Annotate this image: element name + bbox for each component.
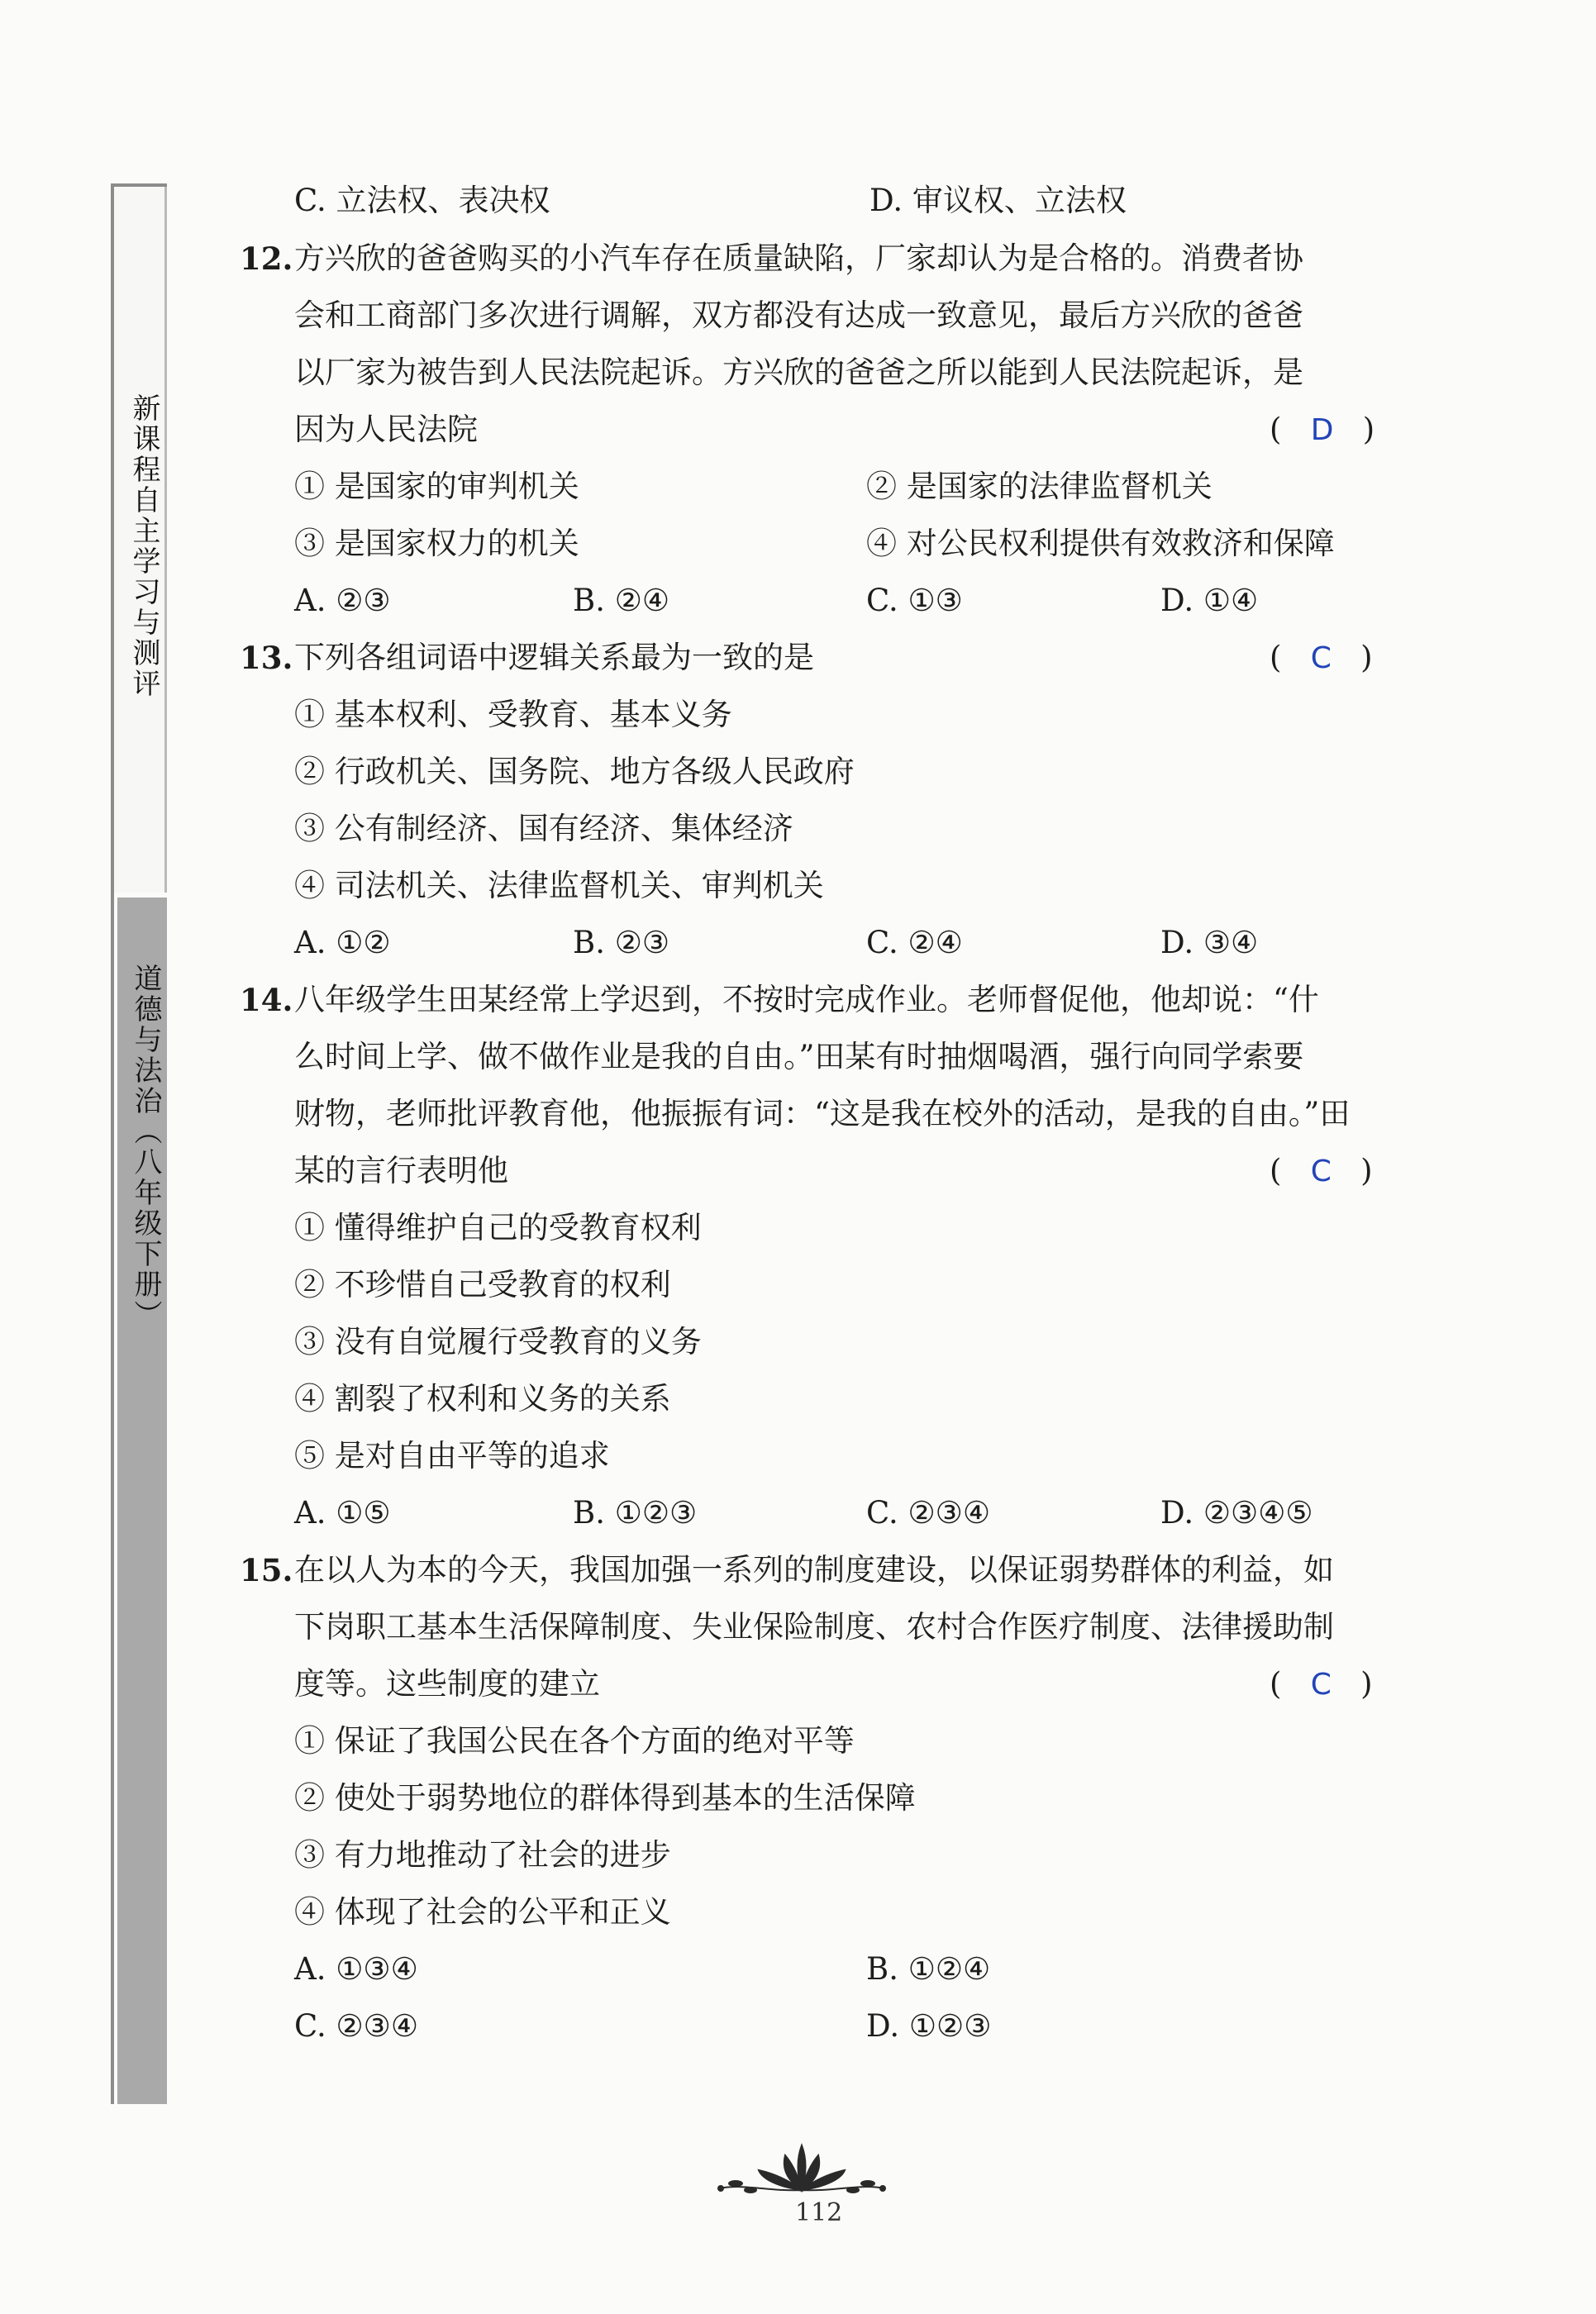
question-stem-line: 方兴欣的爸爸购买的小汽车存在质量缺陷，厂家却认为是合格的。消费者协	[294, 240, 1303, 276]
q11-option-c: C. 立法权、表决权	[294, 183, 550, 218]
answer-letter: C	[1310, 1668, 1332, 1702]
page-number: 112	[795, 2198, 843, 2227]
choice-option: D. ①④	[1160, 583, 1259, 618]
statement-item: ④ 割裂了权利和义务的关系	[294, 1381, 671, 1416]
question-number: 14.	[240, 982, 293, 1018]
question-number: 15.	[240, 1552, 293, 1588]
choice-option: C. ①③	[866, 583, 963, 618]
question-stem-line: 么时间上学、做不做作业是我的自由。”田某有时抽烟喝酒，强行向同学索要	[294, 1039, 1304, 1074]
answer-letter: D	[1310, 413, 1334, 447]
statement-item: ① 基本权利、受教育、基本义务	[294, 697, 732, 732]
question-stem-line: 度等。这些制度的建立	[294, 1666, 600, 1702]
choice-option: D. ①②③	[866, 2008, 992, 2044]
answer-letter: C	[1310, 1155, 1332, 1188]
choice-option: B. ②③	[573, 925, 670, 960]
statement-item: ④ 司法机关、法律监督机关、审判机关	[294, 868, 824, 903]
choice-option: D. ③④	[1160, 925, 1259, 960]
statement-item: ③ 公有制经济、国有经济、集体经济	[294, 811, 793, 846]
statement-item: ③ 没有自觉履行受教育的义务	[294, 1324, 702, 1359]
statement-item: ② 不珍惜自己受教育的权利	[294, 1267, 671, 1302]
statement-item: ② 是国家的法律监督机关	[866, 469, 1212, 504]
question-stem-line: 财物，老师批评教育他，他振振有词：“这是我在校外的活动，是我的自由。”田	[294, 1096, 1351, 1131]
answer-letter: C	[1310, 641, 1332, 675]
statement-item: ③ 是国家权力的机关	[294, 526, 579, 561]
question-stem-line: 下岗职工基本生活保障制度、失业保险制度、农村合作医疗制度、法律援助制	[294, 1609, 1334, 1645]
statement-item: ① 懂得维护自己的受教育权利	[294, 1210, 702, 1245]
choice-option: C. ②④	[866, 925, 963, 960]
question-number: 12.	[240, 240, 293, 277]
question-number: 13.	[240, 640, 293, 676]
choice-option: C. ②③④	[294, 2008, 419, 2044]
statement-item: ① 保证了我国公民在各个方面的绝对平等	[294, 1723, 855, 1759]
question-stem-line: 下列各组词语中逻辑关系最为一致的是	[294, 640, 814, 675]
question-stem-line: 某的言行表明他	[294, 1153, 508, 1188]
choice-option: A. ①⑤	[294, 1495, 391, 1531]
choice-option: A. ①③④	[294, 1951, 418, 1987]
series-title: 新课程自主学习与测评	[127, 393, 160, 699]
q11-option-d: D. 审议权、立法权	[869, 183, 1127, 218]
answer-bracket: ( C )	[1270, 640, 1373, 675]
subject-title: 道德与法治（八年级下册）	[129, 964, 162, 1331]
answer-bracket: ( D )	[1270, 412, 1375, 447]
choice-option: B. ①②④	[866, 1951, 991, 1987]
question-stem-line: 以厂家为被告到人民法院起诉。方兴欣的爸爸之所以能到人民法院起诉，是	[294, 355, 1303, 390]
choice-option: D. ②③④⑤	[1160, 1495, 1313, 1531]
question-stem-line: 会和工商部门多次进行调解，双方都没有达成一致意见，最后方兴欣的爸爸	[294, 298, 1303, 333]
question-stem-line: 八年级学生田某经常上学迟到，不按时完成作业。老师督促他，他却说：“什	[294, 982, 1319, 1017]
question-stem-line: 因为人民法院	[294, 412, 478, 447]
question-stem-line: 在以人为本的今天，我国加强一系列的制度建设，以保证弱势群体的利益，如	[294, 1552, 1334, 1588]
floral-ornament-icon	[711, 2140, 893, 2198]
statement-item: ⑤ 是对自由平等的追求	[294, 1438, 610, 1474]
choice-option: A. ②③	[294, 583, 391, 618]
choice-option: B. ①②③	[573, 1495, 698, 1531]
choice-option: B. ②④	[573, 583, 670, 618]
answer-bracket: ( C )	[1270, 1153, 1373, 1188]
choice-option: C. ②③④	[866, 1495, 991, 1531]
statement-item: ① 是国家的审判机关	[294, 469, 579, 504]
statement-item: ③ 有力地推动了社会的进步	[294, 1837, 671, 1873]
statement-item: ② 使处于弱势地位的群体得到基本的生活保障	[294, 1780, 916, 1816]
statement-item: ④ 对公民权利提供有效救济和保障	[866, 526, 1335, 561]
statement-item: ② 行政机关、国务院、地方各级人民政府	[294, 754, 855, 789]
statement-item: ④ 体现了社会的公平和正义	[294, 1894, 671, 1930]
answer-bracket: ( C )	[1270, 1666, 1373, 1702]
choice-option: A. ①②	[294, 925, 391, 960]
